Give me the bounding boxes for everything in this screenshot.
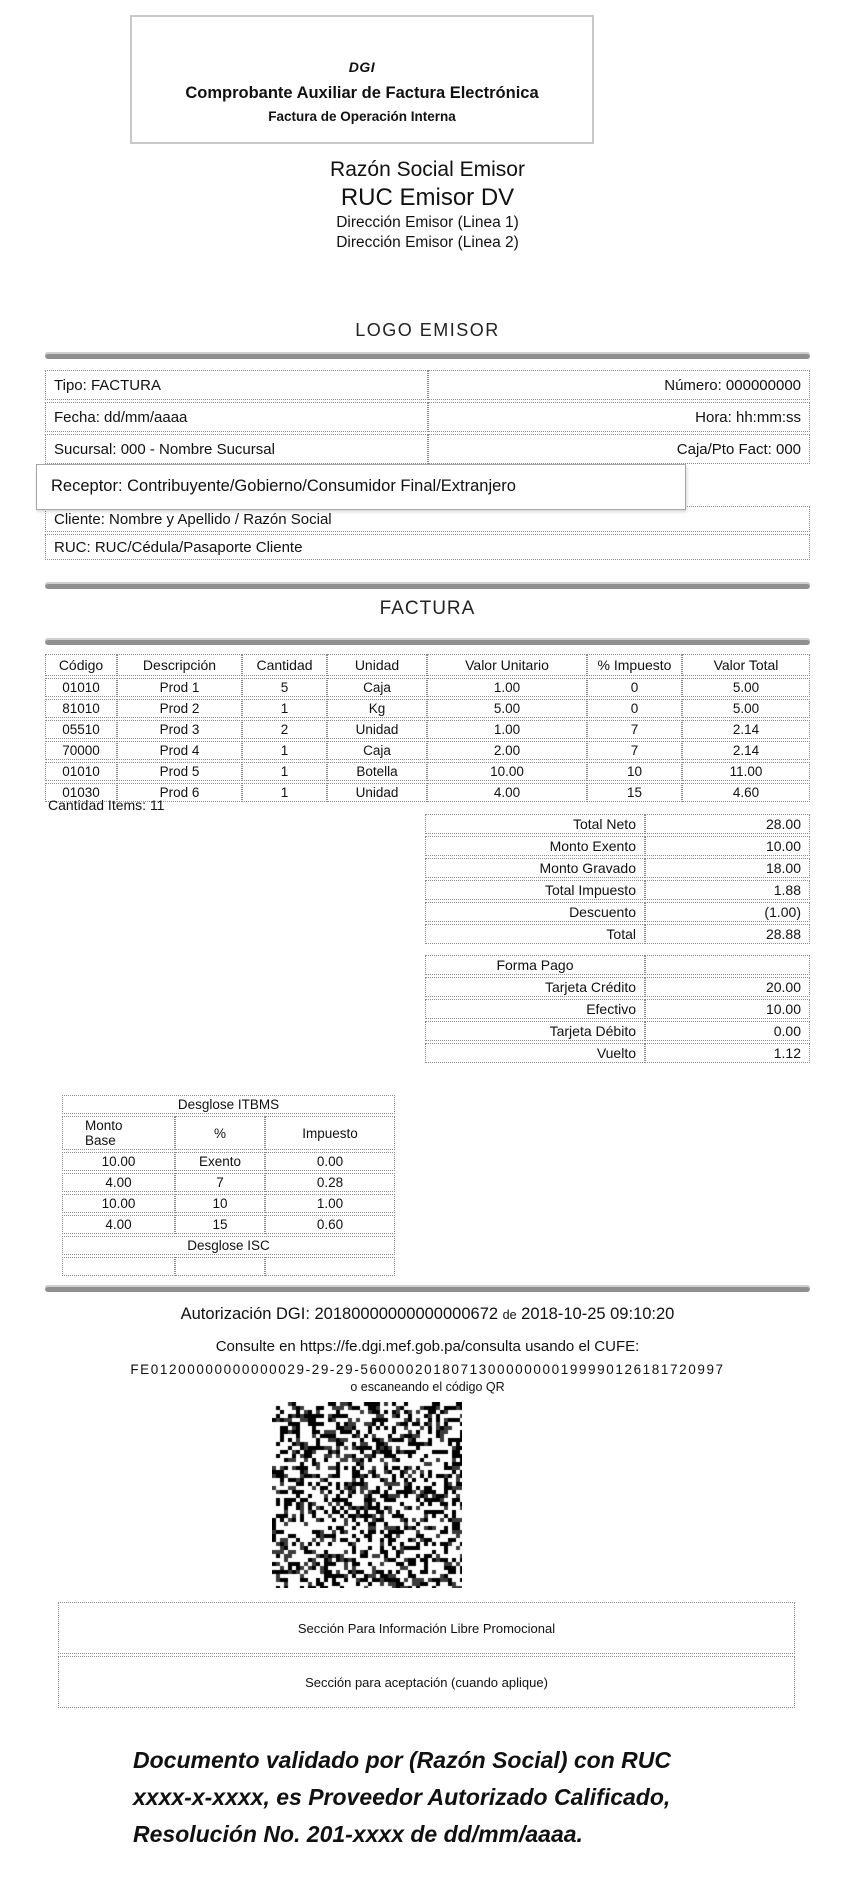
item-descripcion: Prod 1 <box>117 678 242 697</box>
isc-title-row <box>62 1236 395 1255</box>
item-valor-total: 5.00 <box>682 678 810 697</box>
total-row <box>425 858 810 878</box>
table-row <box>45 434 810 464</box>
promo-section: Sección Para Información Libre Promocional <box>58 1602 795 1654</box>
qr-code <box>272 1402 462 1588</box>
isc-title: Desglose ISC <box>62 1236 395 1255</box>
item-impuesto: 15 <box>587 783 682 802</box>
total-value: (1.00) <box>645 902 810 922</box>
table-row <box>58 1656 795 1708</box>
total-row <box>425 880 810 900</box>
item-cantidad: 1 <box>242 783 327 802</box>
total-label: Monto Gravado <box>425 858 645 878</box>
itbms-monto-base: 10.00 <box>62 1194 175 1213</box>
item-row <box>45 699 810 718</box>
total-value: 10.00 <box>645 836 810 856</box>
itbms-col-monto-base <box>62 1116 175 1150</box>
emitter-logo-placeholder: LOGO EMISOR <box>355 320 500 340</box>
receptor-type: Receptor: Contribuyente/Gobierno/Consumidor Final/Extranjero <box>51 477 516 495</box>
itbms-col-monto-base-label: Monto Base <box>85 1118 123 1148</box>
authorization-number: Autorización DGI: 20180000000000000672 <box>180 1305 499 1323</box>
total-value: 18.00 <box>645 858 810 878</box>
payment-value: 0.00 <box>645 1021 810 1041</box>
itbms-title-row <box>62 1095 395 1114</box>
item-unidad: Botella <box>327 762 427 781</box>
payment-row <box>425 999 810 1019</box>
emitter-block <box>0 158 855 252</box>
itbms-impuesto: 1.00 <box>265 1194 395 1213</box>
isc-empty-row <box>62 1257 395 1276</box>
payment-row <box>425 977 810 997</box>
payment-header: Forma Pago <box>425 955 645 975</box>
item-valor-total: 5.00 <box>682 699 810 718</box>
total-row <box>425 836 810 856</box>
items-table <box>45 652 810 804</box>
payment-header-row <box>425 955 810 975</box>
itbms-col-impuesto: Impuesto <box>265 1116 395 1150</box>
item-valor-unitario: 1.00 <box>427 678 587 697</box>
itbms-porcentaje: Exento <box>175 1152 265 1171</box>
receptor-callout-box <box>36 464 686 510</box>
item-row <box>45 741 810 760</box>
authorization-line <box>0 1305 855 1324</box>
invoice-date: Fecha: dd/mm/aaaa <box>45 402 428 432</box>
item-row <box>45 720 810 739</box>
payment-value: 20.00 <box>645 977 810 997</box>
item-valor-unitario: 2.00 <box>427 741 587 760</box>
payment-label: Tarjeta Crédito <box>425 977 645 997</box>
item-valor-total: 11.00 <box>682 762 810 781</box>
itbms-impuesto: 0.60 <box>265 1215 395 1234</box>
table-row <box>45 534 810 560</box>
dgi-header-box <box>130 15 594 144</box>
branch: Sucursal: 000 - Nombre Sucursal <box>45 434 428 464</box>
item-valor-unitario: 4.00 <box>427 783 587 802</box>
total-value: 1.88 <box>645 880 810 900</box>
itbms-monto-base: 4.00 <box>62 1173 175 1192</box>
item-descripcion: Prod 2 <box>117 699 242 718</box>
item-codigo: 01030 <box>45 783 117 802</box>
itbms-impuesto: 0.00 <box>265 1152 395 1171</box>
acceptance-section: Sección para aceptación (cuando aplique) <box>58 1656 795 1708</box>
invoice-info-table <box>45 368 810 466</box>
payment-value: 1.12 <box>645 1043 810 1063</box>
itbms-col-porcentaje: % <box>175 1116 265 1150</box>
item-impuesto: 7 <box>587 741 682 760</box>
client-table <box>45 504 810 562</box>
isc-empty-cell <box>265 1257 395 1276</box>
total-label: Total <box>425 924 645 944</box>
invoice-number: Número: 000000000 <box>428 370 811 400</box>
item-unidad: Caja <box>327 741 427 760</box>
itbms-porcentaje: 7 <box>175 1173 265 1192</box>
cufe-code: FE01200000000000029-29-29-5600002018071300000000199990126181720997 <box>130 1362 725 1377</box>
item-row <box>45 762 810 781</box>
item-descripcion: Prod 4 <box>117 741 242 760</box>
payment-table <box>425 953 810 1065</box>
invoice-time: Hora: hh:mm:ss <box>428 402 811 432</box>
item-unidad: Unidad <box>327 720 427 739</box>
item-cantidad: 1 <box>242 699 327 718</box>
item-unidad: Caja <box>327 678 427 697</box>
isc-empty-cell <box>62 1257 175 1276</box>
col-header-unidad: Unidad <box>327 654 427 676</box>
footer-line-3: Resolución No. 201-xxxx de dd/mm/aaaa. <box>133 1821 583 1847</box>
emitter-address-line2: Dirección Emisor (Linea 2) <box>336 234 519 251</box>
itbms-title: Desglose ITBMS <box>62 1095 395 1114</box>
emitter-ruc: RUC Emisor DV <box>340 184 515 211</box>
payment-row <box>425 1021 810 1041</box>
payment-header-empty-cell <box>645 955 810 975</box>
item-valor-total: 4.60 <box>682 783 810 802</box>
item-codigo: 05510 <box>45 720 117 739</box>
item-unidad: Unidad <box>327 783 427 802</box>
payment-label: Vuelto <box>425 1043 645 1063</box>
items-count: Cantidad Items: 11 <box>48 797 165 813</box>
totals-table <box>425 812 810 946</box>
payment-label: Tarjeta Débito <box>425 1021 645 1041</box>
item-codigo: 81010 <box>45 699 117 718</box>
item-descripcion: Prod 6 <box>117 783 242 802</box>
validation-footer <box>133 1742 773 1853</box>
col-header-impuesto: % Impuesto <box>587 654 682 676</box>
client-name: Cliente: Nombre y Apellido / Razón Social <box>45 506 810 532</box>
separator-bar <box>45 352 810 359</box>
item-impuesto: 7 <box>587 720 682 739</box>
total-row <box>425 814 810 834</box>
client-ruc: RUC: RUC/Cédula/Pasaporte Cliente <box>45 534 810 560</box>
itbms-row <box>62 1215 395 1234</box>
payment-label: Efectivo <box>425 999 645 1019</box>
item-cantidad: 5 <box>242 678 327 697</box>
cufe-instruction: Consulte en https://fe.dgi.mef.gob.pa/consulta usando el CUFE: <box>215 1338 640 1355</box>
item-descripcion: Prod 3 <box>117 720 242 739</box>
total-value: 28.00 <box>645 814 810 834</box>
table-row <box>58 1602 795 1654</box>
document-subtitle: Factura de Operación Interna <box>268 109 456 124</box>
itbms-porcentaje: 15 <box>175 1215 265 1234</box>
qr-instruction: o escaneando el código QR <box>350 1380 505 1394</box>
table-row <box>45 370 810 400</box>
isc-empty-cell <box>175 1257 265 1276</box>
item-cantidad: 1 <box>242 741 327 760</box>
total-row <box>425 902 810 922</box>
item-impuesto: 0 <box>587 699 682 718</box>
invoice-type: Tipo: FACTURA <box>45 370 428 400</box>
item-descripcion: Prod 5 <box>117 762 242 781</box>
itbms-breakdown-table <box>62 1093 395 1278</box>
item-valor-total: 2.14 <box>682 741 810 760</box>
separator-bar <box>45 582 810 589</box>
emitter-address-line1: Dirección Emisor (Linea 1) <box>336 214 519 231</box>
col-header-cantidad: Cantidad <box>242 654 327 676</box>
section-title-factura: FACTURA <box>379 598 476 619</box>
cufe-block <box>0 1338 855 1394</box>
item-codigo: 70000 <box>45 741 117 760</box>
register-point: Caja/Pto Fact: 000 <box>428 434 811 464</box>
payment-value: 10.00 <box>645 999 810 1019</box>
payment-row <box>425 1043 810 1063</box>
authorization-connector: de <box>502 1308 517 1322</box>
total-label: Total Neto <box>425 814 645 834</box>
col-header-valor-unitario: Valor Unitario <box>427 654 587 676</box>
total-label: Descuento <box>425 902 645 922</box>
document-title: Comprobante Auxiliar de Factura Electrónica <box>185 84 539 102</box>
itbms-porcentaje: 10 <box>175 1194 265 1213</box>
total-label: Monto Exento <box>425 836 645 856</box>
item-cantidad: 2 <box>242 720 327 739</box>
item-codigo: 01010 <box>45 678 117 697</box>
col-header-codigo: Código <box>45 654 117 676</box>
col-header-valor-total: Valor Total <box>682 654 810 676</box>
emitter-name: Razón Social Emisor <box>330 158 525 181</box>
free-sections-table <box>58 1600 795 1710</box>
item-unidad: Kg <box>327 699 427 718</box>
total-row <box>425 924 810 944</box>
itbms-header-row <box>62 1116 395 1150</box>
item-codigo: 01010 <box>45 762 117 781</box>
col-header-descripcion: Descripción <box>117 654 242 676</box>
footer-line-2: xxxx-x-xxxx, es Proveedor Autorizado Calificado, <box>133 1784 671 1810</box>
separator-bar <box>45 1285 810 1292</box>
item-impuesto: 10 <box>587 762 682 781</box>
item-impuesto: 0 <box>587 678 682 697</box>
table-row <box>45 402 810 432</box>
itbms-row <box>62 1173 395 1192</box>
separator-bar <box>45 638 810 645</box>
itbms-monto-base: 10.00 <box>62 1152 175 1171</box>
itbms-row <box>62 1152 395 1171</box>
items-header-row <box>45 654 810 676</box>
itbms-row <box>62 1194 395 1213</box>
item-valor-total: 2.14 <box>682 720 810 739</box>
dgi-logo-text: DGI <box>348 59 376 75</box>
itbms-impuesto: 0.28 <box>265 1173 395 1192</box>
item-row <box>45 678 810 697</box>
footer-line-1: Documento validado por (Razón Social) con RUC <box>133 1747 671 1773</box>
item-cantidad: 1 <box>242 762 327 781</box>
item-valor-unitario: 10.00 <box>427 762 587 781</box>
itbms-monto-base: 4.00 <box>62 1215 175 1234</box>
authorization-datetime: 2018-10-25 09:10:20 <box>521 1305 675 1323</box>
total-value: 28.88 <box>645 924 810 944</box>
item-valor-unitario: 1.00 <box>427 720 587 739</box>
item-valor-unitario: 5.00 <box>427 699 587 718</box>
total-label: Total Impuesto <box>425 880 645 900</box>
